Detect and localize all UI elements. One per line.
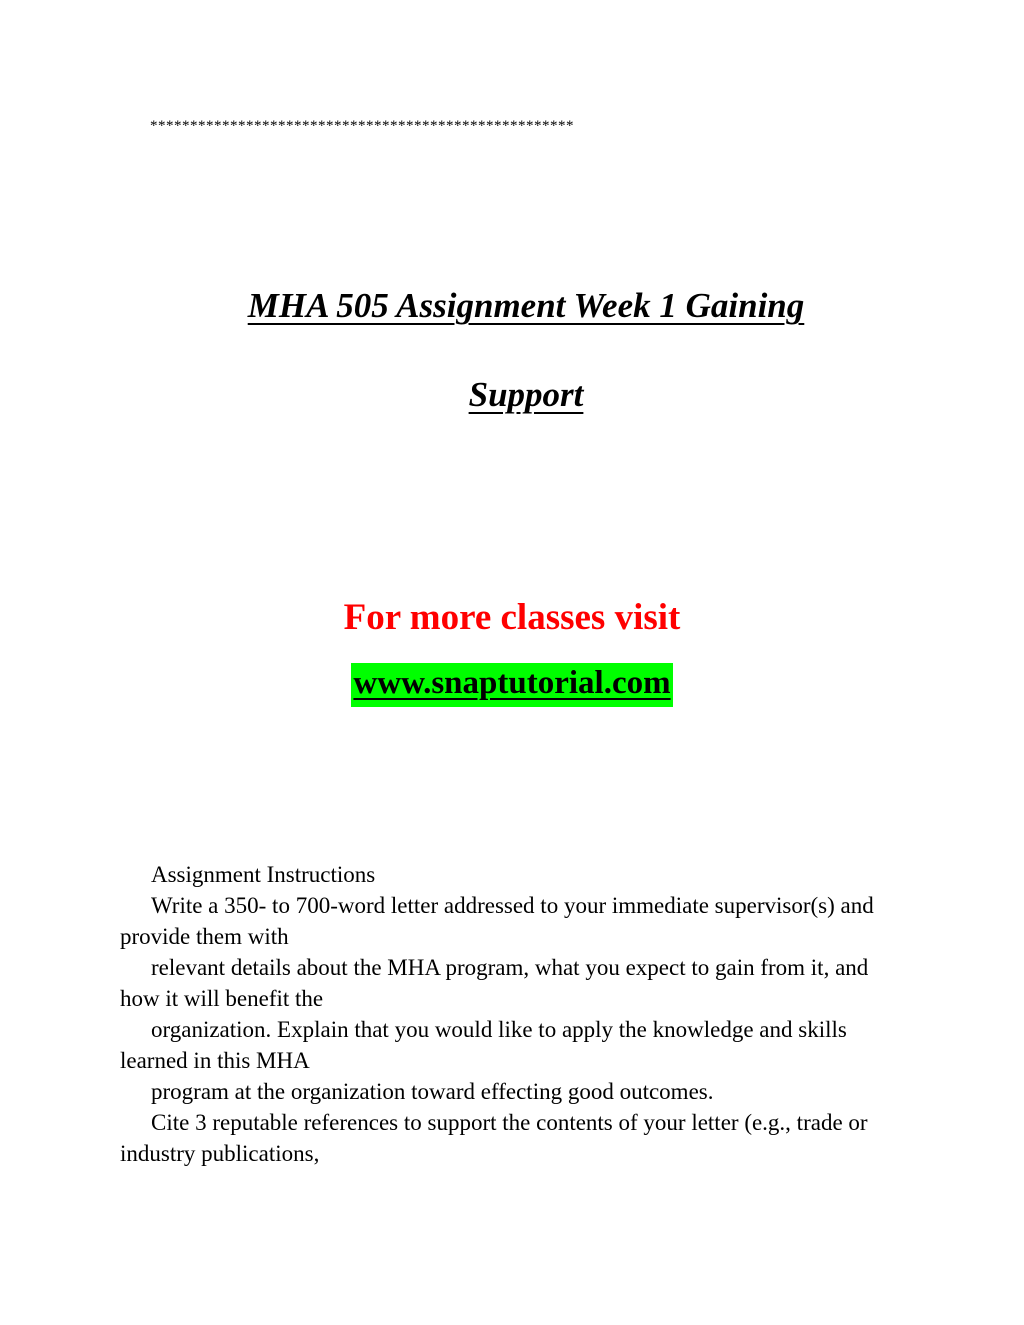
document-title-line-2: Support xyxy=(468,375,584,414)
instructions-paragraph: relevant details about the MHA program, what you expect to gain from it, and how it will benefit the xyxy=(120,955,869,1011)
document-title-line-1: MHA 505 Assignment Week 1 Gaining xyxy=(247,286,805,325)
instructions-heading: Assignment Instructions xyxy=(151,862,376,887)
instructions-paragraph: Cite 3 reputable references to support the contents of your letter (e.g., trade or industry publications, xyxy=(120,1110,868,1166)
separator-line: ***************************************************** xyxy=(150,118,574,134)
promo-text: For more classes visit xyxy=(343,597,681,638)
promo-link-container xyxy=(0,663,1024,707)
website-link[interactable]: www.snaptutorial.com xyxy=(351,663,672,707)
assignment-instructions xyxy=(120,859,910,1169)
instructions-paragraph: organization. Explain that you would like to apply the knowledge and skills learned in this MHA xyxy=(120,1017,847,1073)
instructions-paragraph: program at the organization toward effecting good outcomes. xyxy=(151,1079,714,1104)
instructions-paragraph: Write a 350- to 700-word letter addressed to your immediate supervisor(s) and provide them with xyxy=(120,893,874,949)
